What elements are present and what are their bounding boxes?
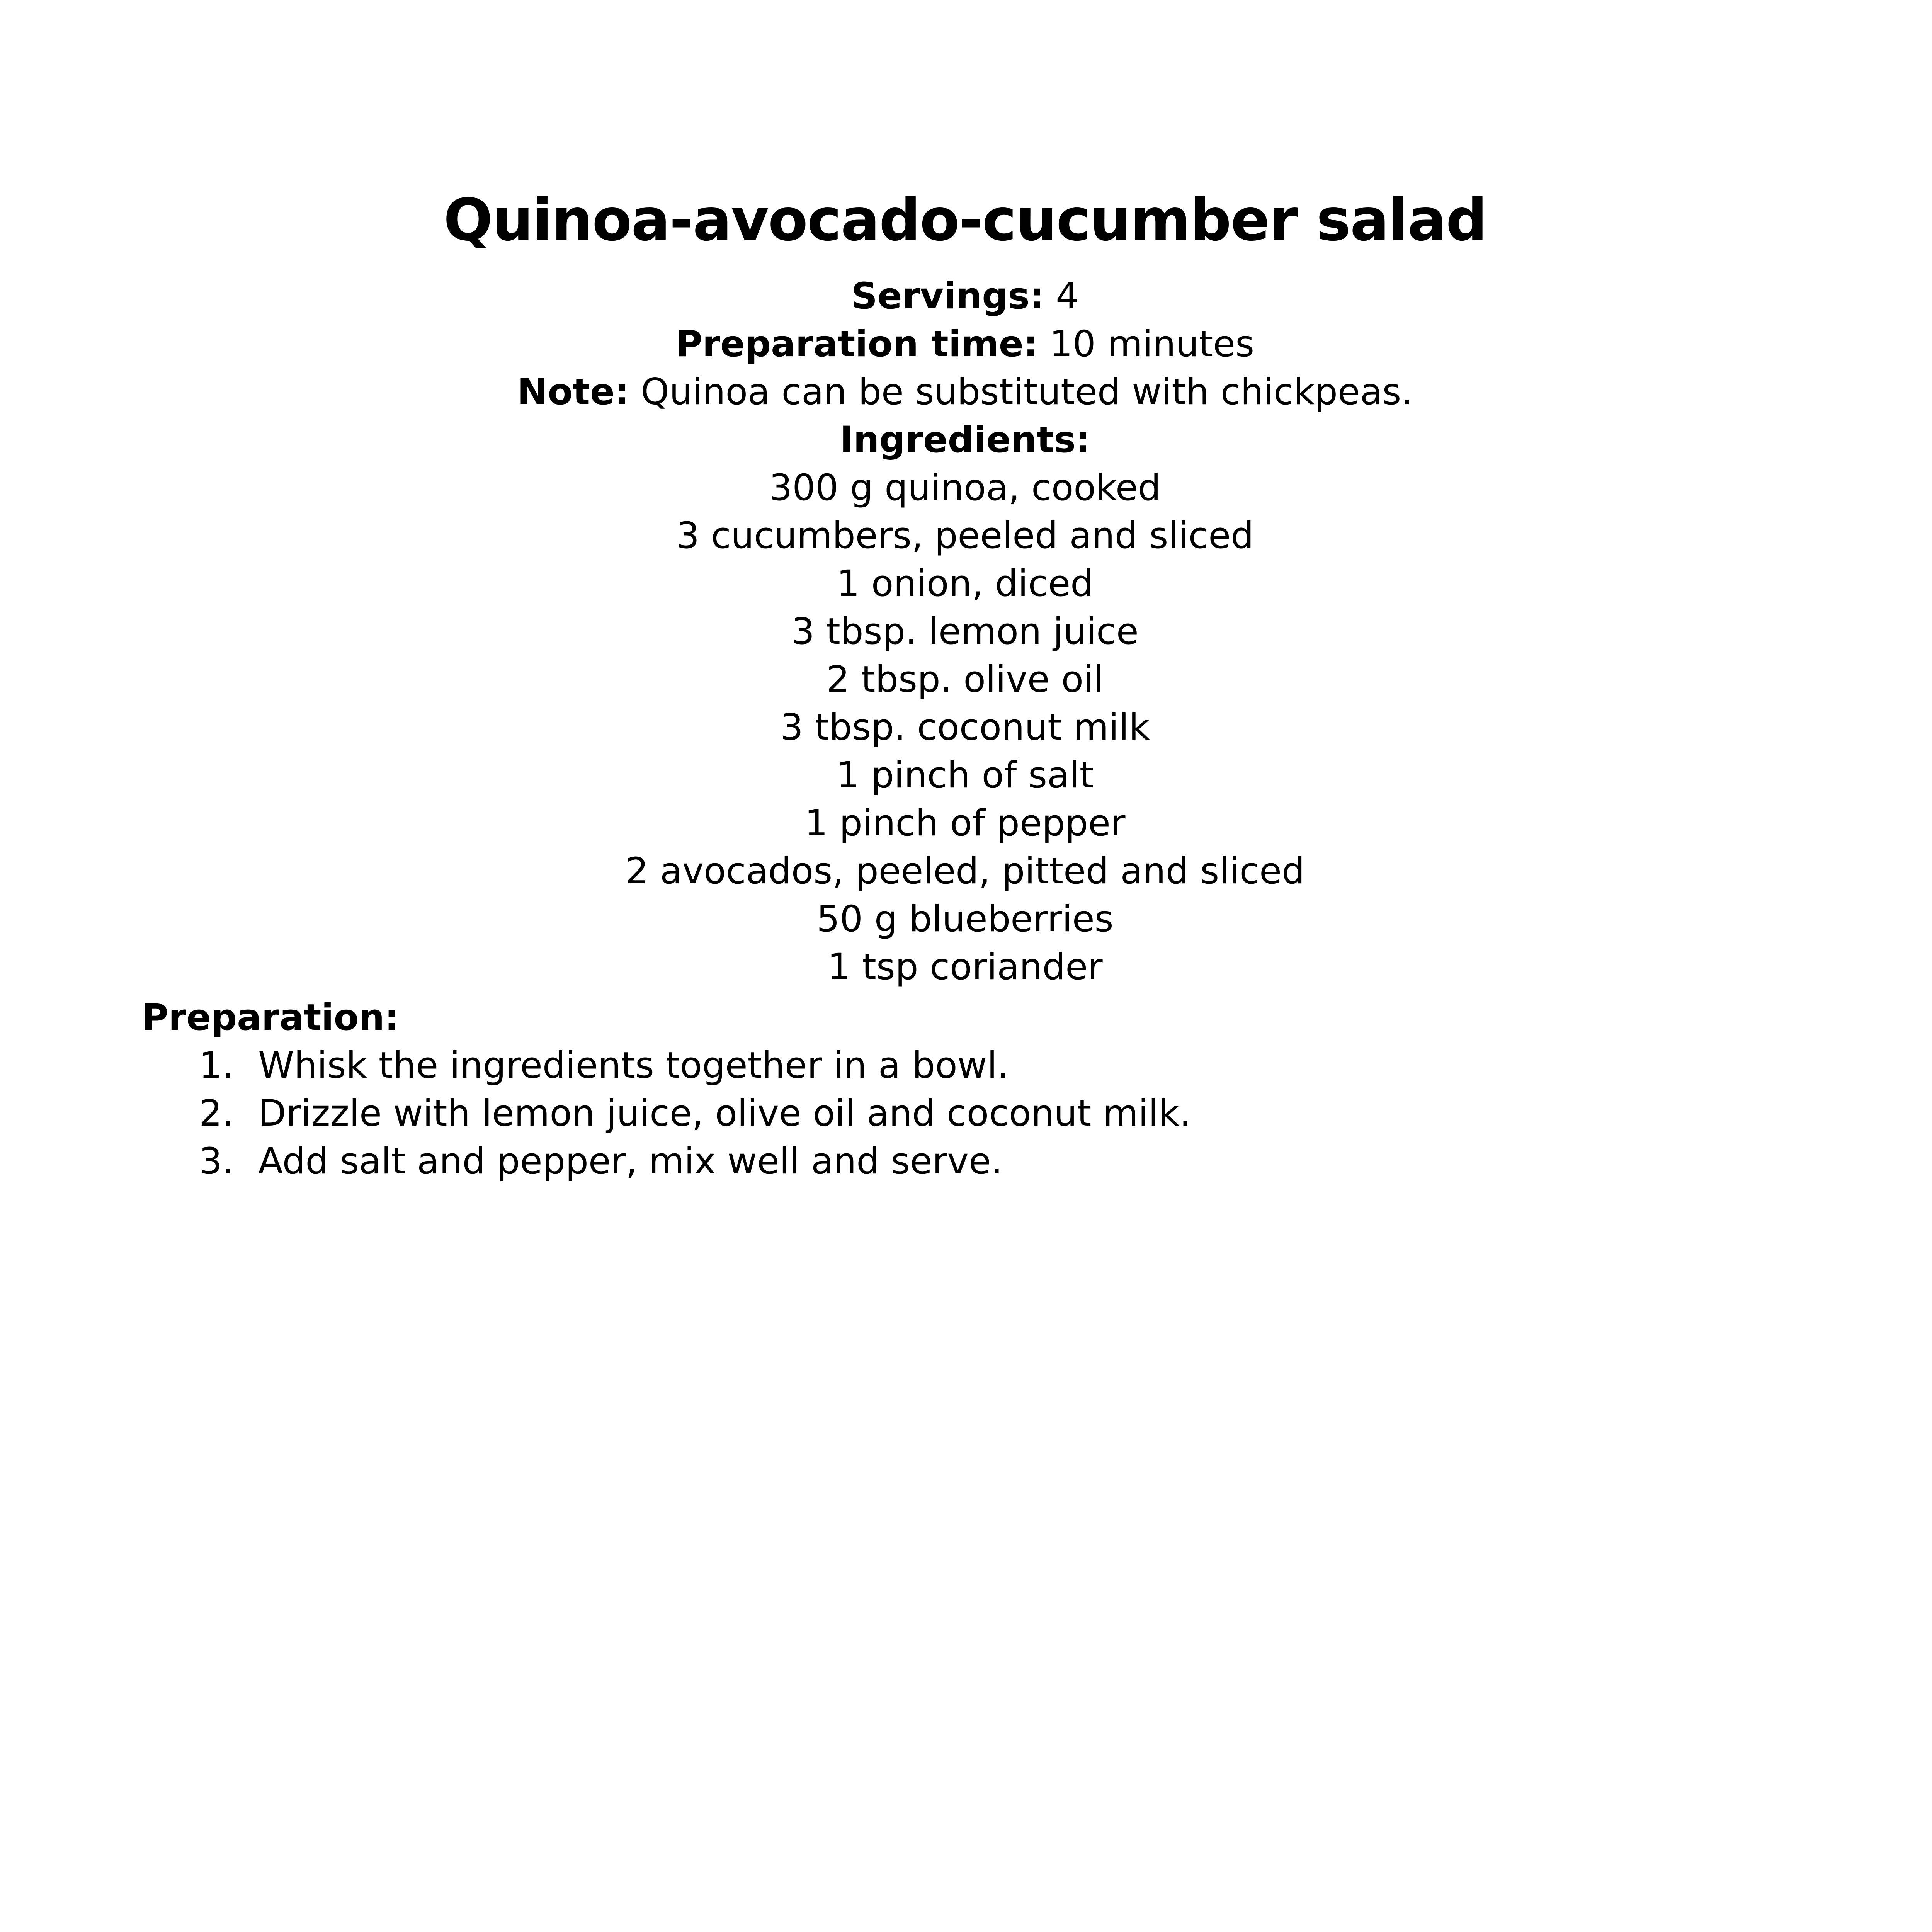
ingredient-item: 1 onion, diced bbox=[837, 563, 1094, 605]
ingredient-item: 300 g quinoa, cooked bbox=[769, 467, 1161, 509]
ingredient-item: 1 pinch of salt bbox=[836, 754, 1094, 796]
note-line bbox=[0, 368, 1930, 416]
recipe-title: Quinoa-avocado-cucumber salad bbox=[443, 187, 1487, 254]
note-label: Note: bbox=[517, 371, 629, 413]
step-text: Add salt and pepper, mix well and serve. bbox=[258, 1140, 1003, 1182]
step-number: 3. bbox=[199, 1140, 234, 1182]
ingredient-item: 1 tsp coriander bbox=[827, 946, 1103, 988]
note-value: Quinoa can be substituted with chickpeas. bbox=[629, 371, 1413, 413]
recipe-info-block bbox=[0, 272, 1930, 991]
prep-time-value: 10 minutes bbox=[1038, 323, 1255, 365]
servings-label: Servings: bbox=[851, 275, 1044, 317]
ingredients-list bbox=[0, 464, 1930, 991]
ingredient-item: 50 g blueberries bbox=[816, 898, 1114, 940]
servings-line bbox=[0, 272, 1930, 320]
servings-value: 4 bbox=[1044, 275, 1079, 317]
prep-time-line bbox=[0, 320, 1930, 368]
ingredient-item: 2 avocados, peeled, pitted and sliced bbox=[625, 850, 1305, 892]
ingredient-item: 3 tbsp. coconut milk bbox=[780, 706, 1150, 748]
step-number: 2. bbox=[199, 1092, 234, 1134]
ingredient-item: 1 pinch of pepper bbox=[804, 802, 1126, 844]
ingredients-heading: Ingredients: bbox=[840, 419, 1090, 461]
step-number: 1. bbox=[199, 1044, 234, 1087]
step-text: Drizzle with lemon juice, olive oil and coconut milk. bbox=[258, 1092, 1191, 1134]
step-text: Whisk the ingredients together in a bowl. bbox=[258, 1044, 1009, 1087]
prep-time-label: Preparation time: bbox=[675, 323, 1038, 365]
preparation-heading: Preparation: bbox=[142, 997, 399, 1039]
ingredient-item: 3 tbsp. lemon juice bbox=[791, 611, 1139, 653]
ingredient-item: 3 cucumbers, peeled and sliced bbox=[676, 515, 1254, 557]
ingredient-item: 2 tbsp. olive oil bbox=[826, 658, 1104, 701]
